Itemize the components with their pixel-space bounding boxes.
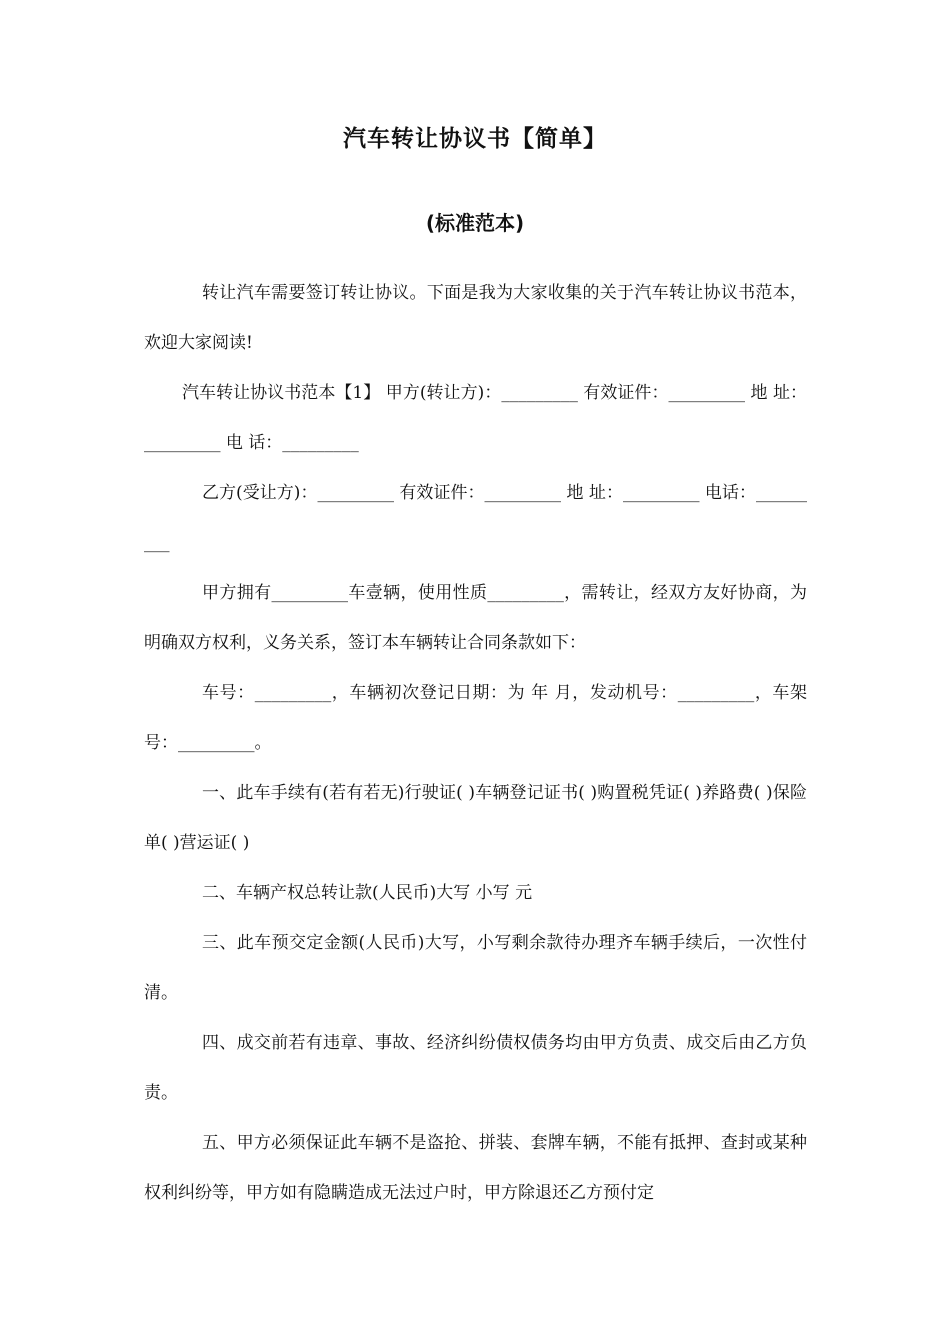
- paragraph-party-b: 乙方(受让方)：_________ 有效证件：_________ 地 址：_________ 电话：_________: [144, 483, 807, 553]
- paragraph-vehicle-info: 车号：_________，车辆初次登记日期：为 年 月，发动机号：_________，车架号：_________。: [144, 683, 807, 753]
- paragraph-intro: 转让汽车需要签订转让协议。下面是我为大家收集的关于汽车转让协议书范本，欢迎大家阅读!: [144, 283, 807, 353]
- document-title: 汽车转让协议书【简单】: [343, 126, 607, 152]
- paragraph-clause-2: 二、车辆产权总转让款(人民币)大写 小写 元: [202, 883, 533, 903]
- paragraph-clause-3: 三、此车预交定金额(人民币)大写，小写剩余款待办理齐车辆手续后，一次性付清。: [144, 933, 807, 1003]
- paragraph-clause-1: 一、此车手续有(若有若无)行驶证( )车辆登记证书( )购置税凭证( )养路费( )保险单( )营运证( ): [144, 783, 807, 853]
- paragraph-party-a: 汽车转让协议书范本【1】 甲方(转让方)：_________ 有效证件：_________ 地 址：_________ 电 话：_________: [144, 383, 807, 453]
- paragraph-vehicle-ownership: 甲方拥有_________车壹辆，使用性质_________，需转让，经双方友好协商，为明确双方权利，义务关系，签订本车辆转让合同条款如下：: [144, 583, 807, 653]
- paragraph-clause-4: 四、成交前若有违章、事故、经济纠纷债权债务均由甲方负责、成交后由乙方负责。: [144, 1033, 807, 1103]
- document-body: [144, 268, 807, 1218]
- document-subtitle: (标准范本): [425, 211, 525, 235]
- paragraph-clause-5: 五、甲方必须保证此车辆不是盗抢、拼装、套牌车辆，不能有抵押、查封或某种权利纠纷等，甲方如有隐瞒造成无法过户时，甲方除退还乙方预付定: [144, 1133, 807, 1203]
